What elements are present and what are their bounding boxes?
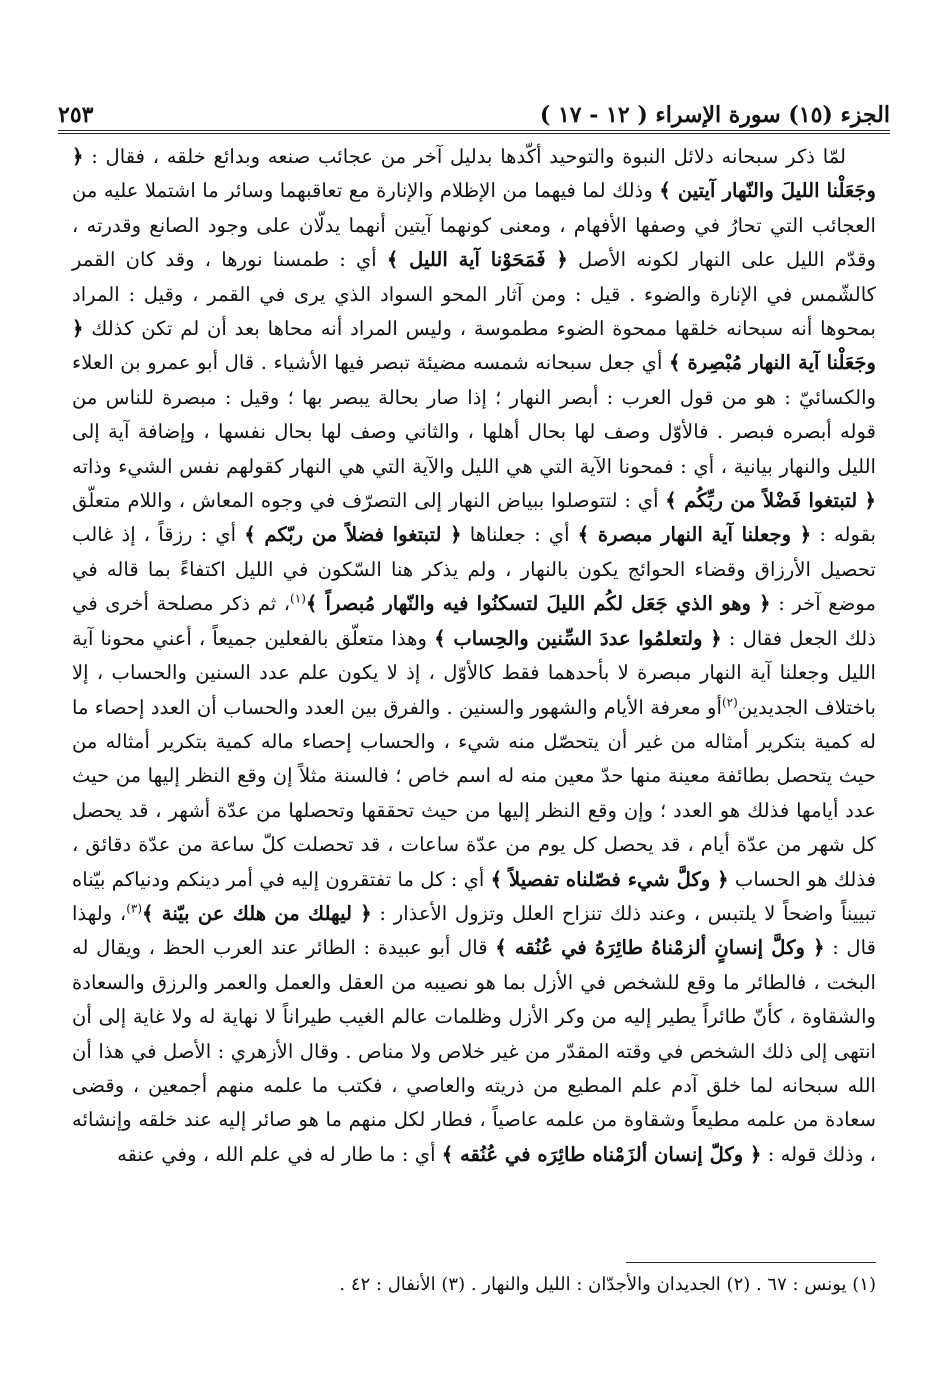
running-header [58, 88, 890, 128]
header-rule [58, 130, 890, 134]
footnote-ref: (٢) [721, 694, 738, 709]
quran-quote: ﴿ وجَعَلْنا الليلَ والنّهار آيتين ﴾ [72, 145, 876, 203]
body-text-segment: أي : لتتوصلوا ببياض النهار إلى التصرّف في وجوه المعاش ، واللام متعلّق بقوله : [72, 489, 876, 547]
quran-quote: ﴿ لتبتغوا فضلاً من ربّكم ﴾ [244, 523, 462, 547]
body-text [72, 140, 876, 1172]
body-text-segment: وهذا متعلّق بالفعلين جميعاً ، أعني محونا آية الليل وجعلنا آية النهار مبصرة لا بأحدهما فقط كالأوّل ، إذ لا يكون علم عدد السنين والحساب ، إلا باختلاف الجديدين [72, 626, 876, 719]
quran-quote: ﴿ وجعلنا آية النهار مبصرة ﴾ [577, 523, 812, 547]
quran-quote: ﴿ وكلَّ إنسانٍ ألزمْناهُ طائِرَهُ في عُنُقه ﴾ [495, 936, 825, 960]
quran-quote: ﴿ لتبتغوا فَضْلاً من ربِّكُم ﴾ [665, 489, 877, 513]
body-paragraph [72, 140, 876, 1172]
quran-quote: ﴿ ليهلك من هلك عن بيّنة ﴾ [142, 901, 372, 925]
body-text-segment: أو معرفة الأيام والشهور والسنين . والفرق بين العدد والحساب أن العدد إحصاء ما له كمية بتكرير أمثاله من غير أن يتحصّل منه شيء ، والحساب إحصاء ماله كمية بتكرير أمثاله من حيث يتحصل بطائفة معينة منها حدّ معين منه له اسم خاص ؛ فالسنة مثلاً إن وقع النظر إليها من حيث عدد أيامها فذلك هو العدد ؛ وإن وقع النظر إليها من حيث تحققها وتحصلها من عدّة أشهر ، قد يحصل كل شهر من عدّة أيام ، قد يحصل كل يوم من عدّة ساعات ، قد تحصلت كلّ ساعة من عدّة دقائق ، فذلك هو الحساب [72, 695, 877, 891]
footnotes: (١) يونس : ٦٧ . (٢) الجديدان والأجدّان : الليل والنهار . (٣) الأنفال : ٤٢ . [339, 1274, 876, 1295]
body-text-segment: أي : كل ما تفتقرون إليه في أمر دينكم ودنياكم بيّناه تبييناً واضحاً لا يلتبس ، وعند ذلك تنزاح العلل وتزول الأعذار : [72, 867, 877, 925]
body-text-segment: ، ولهذا قال : [72, 901, 876, 960]
quran-quote: ﴿ فَمَحَوْنا آية الليل ﴾ [386, 248, 568, 272]
page-number: ٢٥٣ [58, 102, 94, 128]
footnote-ref: (١) [290, 591, 306, 606]
quran-quote: ﴿ ولتعلمُوا عددَ السِّنين والحِساب ﴾ [434, 626, 722, 650]
body-text-segment: أي : طمسنا نورها ، وقد كان القمر كالشّمس في الإنارة والضوء . قيل : ومن آثار المحو السواد الذي يرى في القمر ، وقيل : المراد بمحوها أنه سبحانه خلقها ممحوة الضوء مطموسة ، وليس المراد أنه محاها بعد أن لم تكن كذلك [72, 248, 876, 341]
body-text-segment: أي جعل سبحانه شمسه مضيئة تبصر فيها الأشياء . قال أبو عمرو بن العلاء والكسائيّ : هو من قول العرب : أبصر النهار ؛ إذا صار بحالة يبصر بها ؛ وقيل : مبصرة للناس من قوله أبصره فبصر . فالأوّل وصف لها بحال أهلها ، والثاني وصف لها بحال نفسها ، وإضافة آية إلى الليل والنهار بيانية ، أي : فمحونا الآية التي هي الليل والآية التي هي النهار كقولهم نفس الشيء وذاته [72, 351, 876, 478]
body-text-segment: ، ثم ذكر مصلحة أخرى في ذلك الجعل فقال : [72, 592, 877, 650]
body-text-segment: وذلك لما فيهما من الإظلام والإنارة مع تعاقبهما وسائر ما اشتملا عليه من العجائب التي تحارُ في وصفها الأفهام ، ومعنى كونهما آيتين أنهما يدلّان على وجود الصانع وقدرته ، وقدّم الليل على النهار لكونه الأصل [72, 179, 877, 272]
header-title: الجزء (١٥) سورة الإسراء ( ١٢ - ١٧ ) [539, 102, 890, 128]
body-text-segment: قال أبو عبيدة : الطائر عند العرب الحظ ، ويقال له البخت ، فالطائر ما وقع للشخص في الأزل بما هو نصيبه من العقل والعمل والعمر والرزق والسعادة والشقاوة ، كأنّ طائراً يطير إليه من وكر الأزل وظلمات عالم الغيب طيراناً لا نهاية له ولا غاية إلى أن انتهى إلى ذلك الشخص في وقته المقدّر من غير خلاص ولا مناص . وقال الأزهري : الأصل في هذا أن الله سبحانه لما خلق آدم علم المطيع من ذريته والعاصي ، فكتب ما علمه منهم أجمعين ، وقضى سعادة من علمه مطيعاً وشقاوة من علمه عاصياً ، فطار لكل منهم ما هو صائر إليه عند خلقه وإنشائه ، وذلك قوله : [72, 936, 876, 1166]
body-text-segment: أي : ما طار له في علم الله ، وفي عنقه [117, 1142, 442, 1166]
footnote-rule [626, 1262, 876, 1263]
body-text-segment: أي : رزقاً ، إذ غالب تحصيل الأرزاق وقضاء الحوائج يكون بالنهار ، ولم يذكر هنا السّكون في الليل اكتفاءً بما قاله في موضع آخر : [72, 523, 876, 616]
quran-quote: ﴿ وجَعَلْنا آية النهار مُبْصِرة ﴾ [72, 317, 876, 375]
quran-quote: ﴿ وهو الذي جَعَل لكُم الليلَ لتسكنُوا فيه والنّهار مُبصراً ﴾ [305, 592, 771, 616]
quran-quote: ﴿ وكلَّ شيء فصّلناه تفصيلاً ﴾ [490, 867, 729, 891]
body-text-segment: أي : جعلناها [461, 523, 578, 547]
body-text-segment: لمّا ذكر سبحانه دلائل النبوة والتوحيد أكّدها بدليل آخر من عجائب صنعه وبدائع خلقه ، فقال : [83, 145, 846, 168]
quran-quote: ﴿ وكلّ إنسان ألزَمْناه طائِرَه في عُنُقه ﴾ [441, 1142, 762, 1166]
footnote-ref: (٣) [126, 901, 143, 916]
